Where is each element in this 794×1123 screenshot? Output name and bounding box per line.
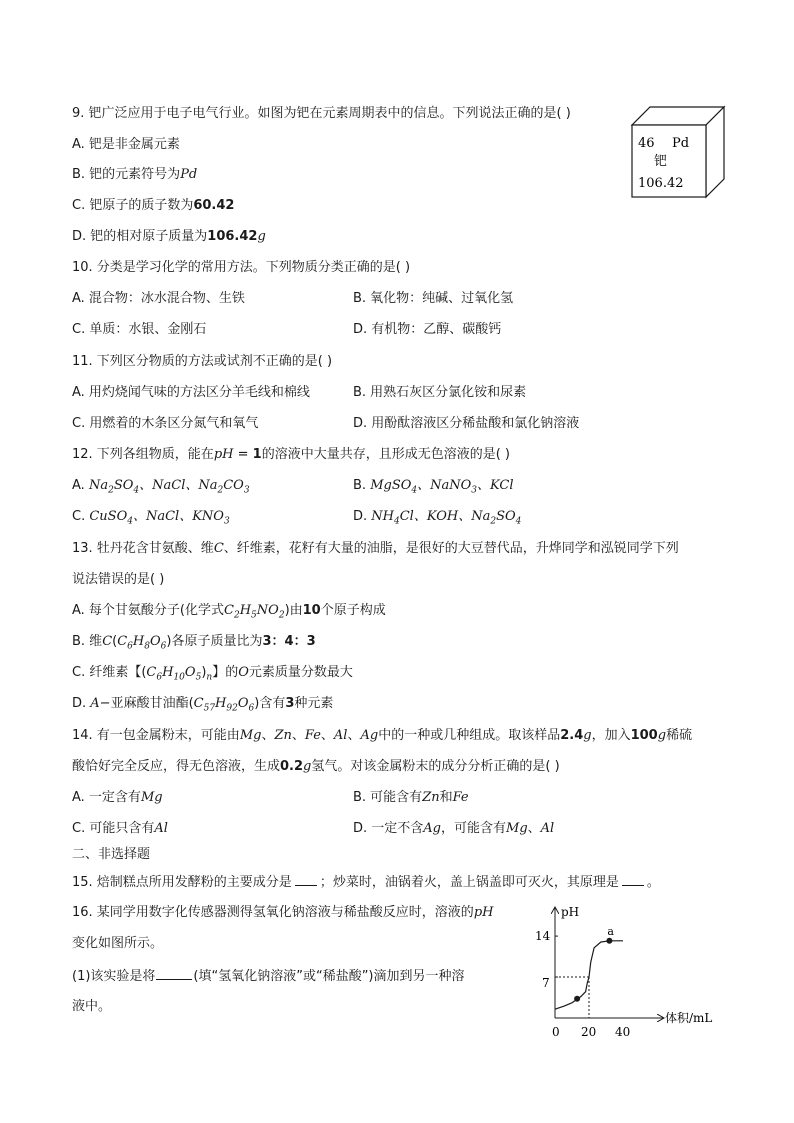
- q13-stem-line1: 13. 牡丹花含甘氨酸、维C、纤维素，花籽有大量的油脂，是很好的大豆替代品，升烨同学和泓锐同学下列: [72, 541, 679, 556]
- q14-option-c[interactable]: C. 可能只含有Al: [72, 821, 168, 836]
- q11-option-a[interactable]: A. 用灼烧闻气味的方法区分羊毛线和棉线: [72, 385, 310, 400]
- q10-option-a[interactable]: A. 混合物：冰水混合物、生铁: [72, 291, 245, 306]
- q9-option-b[interactable]: B. 钯的元素符号为Pd: [72, 167, 198, 182]
- q14-option-d[interactable]: D. 一定不含Ag，可能含有Mg、Al: [353, 821, 555, 836]
- y-axis-label: pH: [561, 905, 580, 919]
- q9-option-a[interactable]: A. 钯是非金属元素: [72, 137, 180, 152]
- q15-text: 15. 焙制糕点所用发酵粉的主要成分是 ；炒菜时，油锅着火，盖上锅盖即可灭火，其原理是 。: [72, 875, 660, 890]
- q11-stem: 11. 下列区分物质的方法或试剂不正确的是( ): [72, 354, 333, 369]
- x-axis-label: 体积/mL: [665, 1011, 713, 1025]
- q14-stem-line2: 酸恰好完全反应，得无色溶液，生成0.2g氢气。对该金属粉末的成分分析正确的是( ): [72, 759, 560, 774]
- q12-option-b[interactable]: B. MgSO$_4$、NaNO$_3$、KCl: [353, 478, 514, 496]
- q14-option-a[interactable]: A. 一定含有Mg: [72, 790, 163, 805]
- element-symbol: Pd: [672, 136, 690, 151]
- q11-option-c[interactable]: C. 用燃着的木条区分氮气和氧气: [72, 416, 259, 431]
- q12-option-a[interactable]: A. $Na_2SO_4$、NaCl、$Na_2CO_3$: [72, 478, 250, 496]
- q9-option-c[interactable]: C. 钯原子的质子数为60.42: [72, 198, 235, 213]
- x-tick-40: 40: [615, 1025, 631, 1039]
- data-point-0: [574, 996, 580, 1002]
- q13-option-b[interactable]: B. 维$C(C_6H_8O_6)$各原子质量比为3：4：3: [72, 634, 316, 652]
- q16-line3: (1)该实验是将 (填“氢氧化钠溶液”或“稀盐酸”)滴加到另一种溶: [72, 969, 465, 984]
- q10-option-c[interactable]: C. 单质：水银、金刚石: [72, 322, 207, 337]
- q16-blank-1[interactable]: [156, 967, 192, 980]
- q12-option-c[interactable]: C. CuSO$_4$、NaCl、$KNO_3$: [72, 509, 230, 527]
- q15-blank-1[interactable]: [295, 873, 317, 886]
- q16-line2: 变化如图所示。: [72, 936, 164, 951]
- q9-option-d[interactable]: D. 钯的相对原子质量为106.42g: [72, 229, 266, 244]
- q15-blank-2[interactable]: [622, 873, 644, 886]
- ph-curve-chart: [525, 898, 735, 1048]
- x-tick-20: 20: [581, 1025, 597, 1039]
- q10-option-b[interactable]: B. 氧化物：纯碱、过氧化氢: [353, 291, 514, 306]
- q16-line4: 液中。: [72, 999, 112, 1014]
- q16-line1: 16. 某同学用数字化传感器测得氢氧化钠溶液与稀盐酸反应时，溶液的pH: [72, 905, 494, 920]
- q10-stem: 10. 分类是学习化学的常用方法。下列物质分类正确的是( ): [72, 260, 411, 275]
- q13-stem-line2: 说法错误的是( ): [72, 572, 165, 587]
- q11-option-d[interactable]: D. 用酚酞溶液区分稀盐酸和氯化钠溶液: [353, 416, 580, 431]
- q13-option-c[interactable]: C. 纤维素【$(C_6H_{10}O_5)_n$】的O元素质量分数最大: [72, 665, 353, 683]
- element-cell-diagram: [628, 103, 728, 199]
- q10-option-d[interactable]: D. 有机物：乙醇、碳酸钙: [353, 322, 502, 337]
- y-tick-14: 14: [535, 929, 551, 943]
- q12-option-d[interactable]: D. $NH_4Cl$、KOH、$Na_2SO_4$: [353, 509, 522, 527]
- q12-stem: 12. 下列各组物质，能在pH = 1的溶液中大量共存，且形成无色溶液的是( ): [72, 447, 510, 462]
- data-point-1: [606, 938, 612, 944]
- q14-stem-line1: 14. 有一包金属粉末，可能由Mg、Zn、Fe、Al、Ag中的一种或几种组成。取该样品2.4g，加入100g稀硫: [72, 728, 693, 743]
- element-name: 钯: [654, 154, 668, 169]
- q13-option-d[interactable]: D. A−亚麻酸甘油酯$(C_{57}H_{92}O_6)$含有3种元素: [72, 696, 334, 714]
- section-heading-nonchoice: 二、非选择题: [72, 847, 151, 862]
- y-tick-7: 7: [542, 976, 550, 990]
- point-label-a: a: [607, 924, 614, 938]
- q13-option-a[interactable]: A. 每个甘氨酸分子(化学式$C_2H_5NO_2$)由10个原子构成: [72, 603, 386, 621]
- element-mass: 106.42: [638, 176, 684, 191]
- q11-option-b[interactable]: B. 用熟石灰区分氯化铵和尿素: [353, 385, 527, 400]
- q14-option-b[interactable]: B. 可能含有Zn和Fe: [353, 790, 469, 805]
- element-number: 46: [638, 136, 655, 151]
- q9-stem: 9. 钯广泛应用于电子电气行业。如图为钯在元素周期表中的信息。下列说法正确的是( ): [72, 106, 571, 121]
- x-tick-0: 0: [552, 1025, 560, 1039]
